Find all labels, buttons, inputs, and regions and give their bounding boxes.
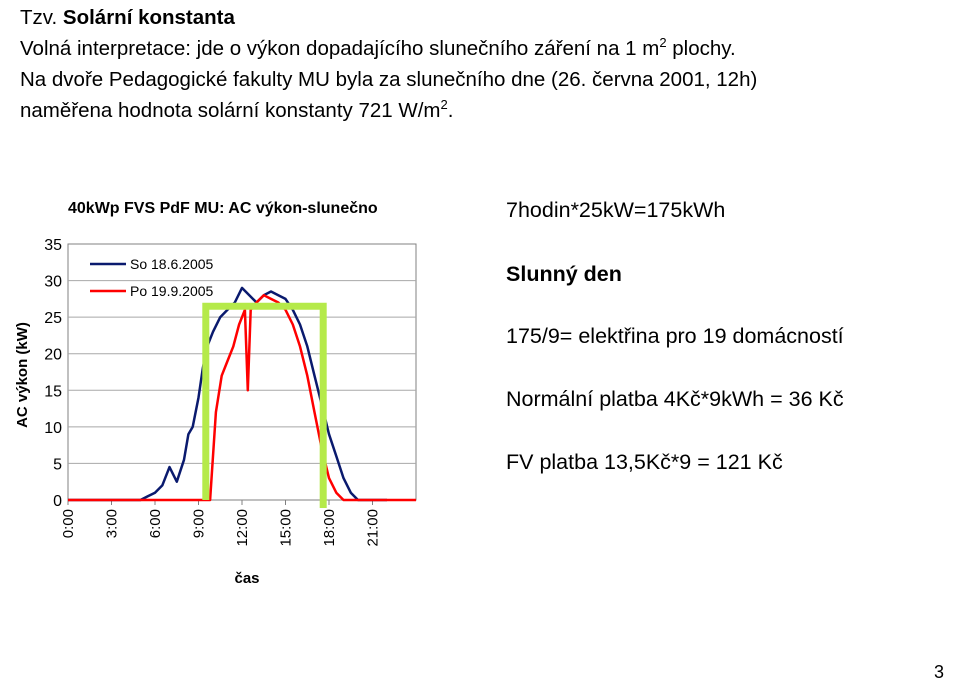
y-tick-label: 15 <box>44 383 62 401</box>
note-sunny-day: Slunný den <box>506 262 622 286</box>
x-tick-label: 9:00 <box>190 509 208 539</box>
exponent: 2 <box>659 35 667 51</box>
page-number: 3 <box>934 662 945 682</box>
intro-line-4 <box>20 95 950 126</box>
legend-entry-1: Po 19.9.2005 <box>130 283 214 299</box>
x-tick-label: 21:00 <box>364 509 382 547</box>
x-tick-label: 12:00 <box>234 509 251 547</box>
title-prefix: Tzv. <box>20 6 63 29</box>
y-axis-label: AC výkon (kW) <box>14 322 31 428</box>
intro-line-2-text: Volná interpretace: jde o výkon dopadajícího slunečního záření na 1 m <box>20 37 660 60</box>
note-pv-payment: FV platba 13,5Kč*9 = 121 Kč <box>506 450 783 474</box>
x-tick-label: 18:00 <box>321 509 338 547</box>
y-tick-label: 20 <box>44 346 62 364</box>
intro-text <box>20 2 950 126</box>
intro-line-1 <box>20 2 950 33</box>
x-tick-label: 0:00 <box>60 509 77 539</box>
note-households: 175/9= elektřina pro 19 domácností <box>506 324 844 348</box>
plot-area <box>68 244 416 500</box>
power-chart <box>0 185 490 595</box>
y-tick-label: 25 <box>44 310 62 328</box>
y-tick-label: 5 <box>53 456 62 474</box>
intro-line-3: Na dvoře Pedagogické fakulty MU byla za slunečního dne (26. června 2001, 12h) <box>20 68 758 91</box>
exponent: 2 <box>440 97 448 113</box>
note-energy: 7hodin*25kW=175kWh <box>506 198 726 222</box>
x-axis-label: čas <box>234 570 260 587</box>
x-tick-label: 3:00 <box>103 509 121 539</box>
intro-line-2-end: plochy. <box>666 37 736 60</box>
chart-title: 40kWp FVS PdF MU: AC výkon-slunečno <box>68 200 378 217</box>
y-tick-label: 35 <box>44 237 62 254</box>
note-normal-payment: Normální platba 4Kč*9kWh = 36 Kč <box>506 387 844 411</box>
page-title: Solární konstanta <box>62 6 235 29</box>
intro-line-4-end: . <box>447 99 454 122</box>
legend-entry-0: So 18.6.2005 <box>130 256 214 272</box>
intro-line-2 <box>20 33 950 64</box>
y-tick-label: 30 <box>44 273 62 291</box>
intro-line-4-text: naměřena hodnota solární konstanty 721 W/m <box>20 99 441 122</box>
x-tick-label: 15:00 <box>277 509 295 547</box>
x-tick-label: 6:00 <box>147 509 164 539</box>
y-tick-label: 10 <box>44 419 62 437</box>
y-tick-label: 0 <box>53 493 62 510</box>
